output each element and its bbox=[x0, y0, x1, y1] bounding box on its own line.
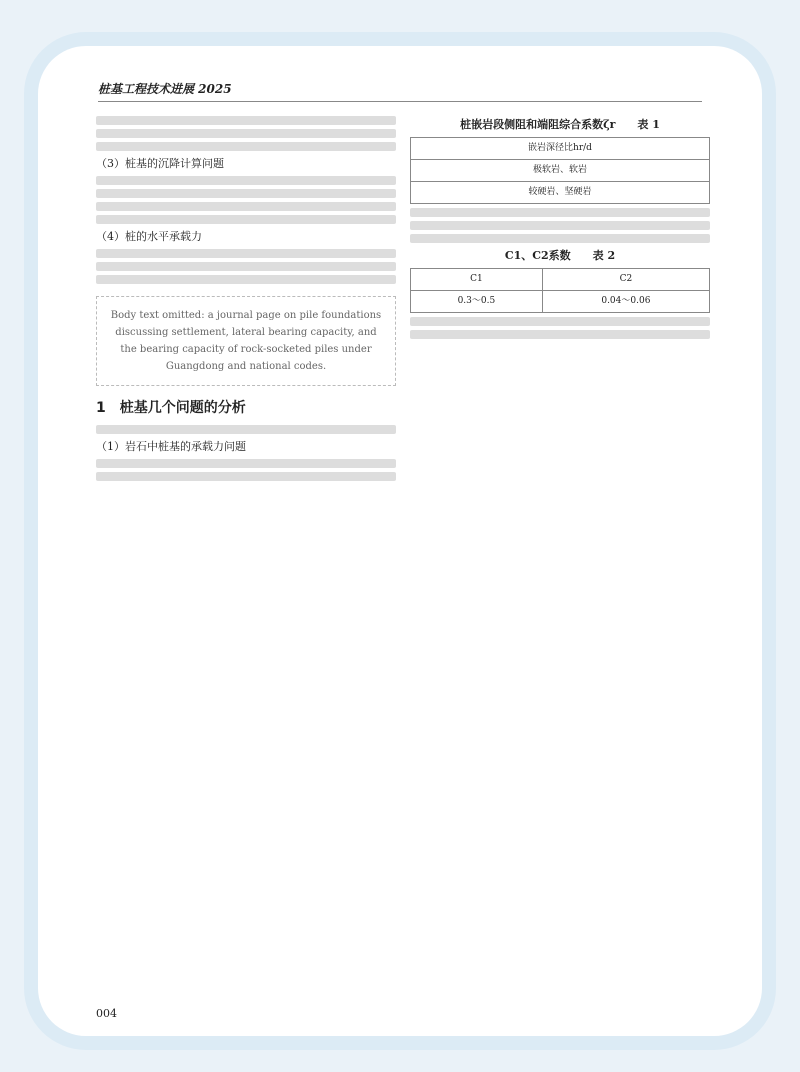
page-sheet bbox=[38, 46, 762, 1036]
running-header: 桩基工程技术进展 2025 bbox=[98, 80, 702, 102]
table-row-label: 嵌岩深径比hr/d bbox=[411, 138, 710, 160]
table2-caption: C1、C2系数 表 2 bbox=[504, 249, 616, 262]
text-placeholder bbox=[96, 189, 396, 198]
text-placeholder bbox=[96, 459, 396, 468]
table-row-label: 较硬岩、坚硬岩 bbox=[411, 182, 710, 204]
page-number: 004 bbox=[96, 1007, 117, 1020]
right-column bbox=[410, 112, 710, 343]
subsection-heading: （4）桩的水平承载力 bbox=[96, 230, 202, 243]
left-column bbox=[96, 112, 396, 485]
table1-caption: 桩嵌岩段侧阻和端阻综合系数ζr 表 1 bbox=[460, 118, 660, 131]
text-placeholder bbox=[96, 176, 396, 185]
table-row-label: 极软岩、软岩 bbox=[411, 160, 710, 182]
text-placeholder bbox=[96, 249, 396, 258]
subsection-heading: （1）岩石中桩基的承载力问题 bbox=[96, 440, 246, 453]
text-placeholder bbox=[410, 208, 710, 217]
table-header: C1 bbox=[411, 269, 543, 291]
text-placeholder bbox=[96, 275, 396, 284]
section-heading: 1 桩基几个问题的分析 bbox=[96, 400, 246, 416]
text-placeholder bbox=[96, 472, 396, 481]
text-placeholder bbox=[410, 330, 710, 339]
text-placeholder bbox=[96, 215, 396, 224]
table2 bbox=[410, 268, 710, 313]
text-placeholder bbox=[96, 129, 396, 138]
content-summary: Body text omitted: a journal page on pile foundations discussing settlement, lateral bearing capacity, and the bearing capacity of rock-socketed piles under Guangdong and national codes. bbox=[96, 296, 396, 386]
table-cell: 0.3～0.5 bbox=[411, 291, 543, 313]
table1 bbox=[410, 137, 710, 204]
text-placeholder bbox=[96, 262, 396, 271]
text-placeholder bbox=[410, 221, 710, 230]
text-placeholder bbox=[96, 142, 396, 151]
text-placeholder bbox=[410, 234, 710, 243]
table-cell: 0.04～0.06 bbox=[542, 291, 709, 313]
text-placeholder bbox=[96, 425, 396, 434]
table-header: C2 bbox=[542, 269, 709, 291]
text-placeholder bbox=[96, 116, 396, 125]
text-placeholder bbox=[96, 202, 396, 211]
text-placeholder bbox=[410, 317, 710, 326]
subsection-heading: （3）桩基的沉降计算问题 bbox=[96, 157, 224, 170]
